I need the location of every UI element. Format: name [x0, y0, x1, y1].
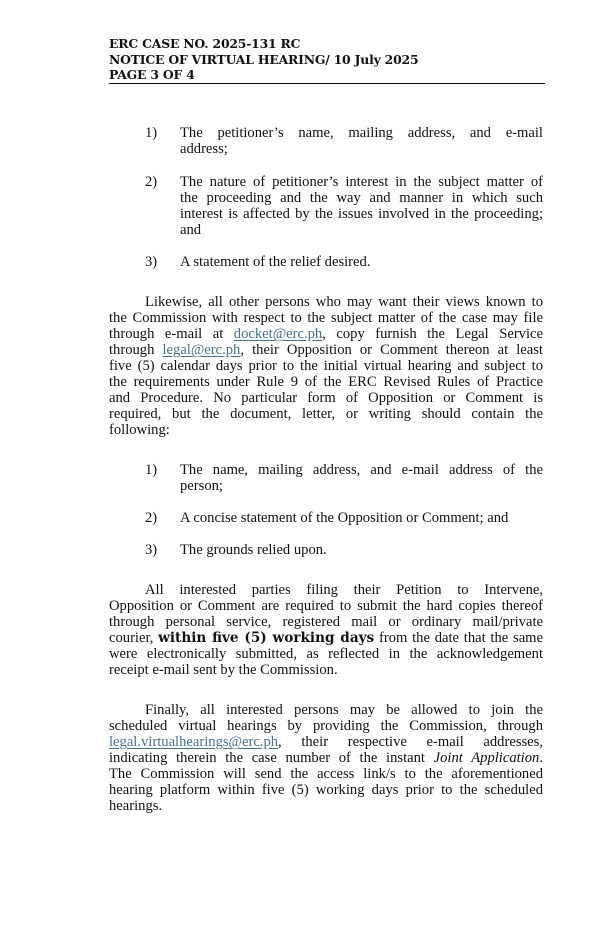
list-text: interest is affected by the issues involved in the proceeding;: [180, 206, 543, 222]
para-line: [109, 630, 543, 646]
para-line: scheduled virtual hearings by providing the Commission, through: [109, 718, 543, 734]
joint-application-italic: Joint Application: [433, 750, 540, 766]
page-number: PAGE 3 OF 4: [109, 67, 195, 82]
list-number: 1): [145, 462, 158, 478]
para-line: were electronically submitted, as reflected in the acknowledgement: [109, 646, 543, 662]
list-text: A statement of the relief desired.: [180, 254, 371, 270]
list-text: The name, mailing address, and e-mail address of the: [180, 462, 543, 478]
docket-email-link[interactable]: docket@erc.ph: [233, 326, 323, 342]
paragraph-finally: [109, 702, 543, 814]
page-header: [109, 36, 545, 84]
list-number: 1): [145, 125, 158, 141]
list-number: 3): [145, 254, 158, 270]
list-text: and: [180, 222, 202, 238]
para-line: the requirements under Rule 9 of the ERC Revised Rules of Practice: [109, 374, 543, 390]
virtual-hearings-email-link[interactable]: legal.virtualhearings@erc.ph: [109, 734, 279, 750]
para-line: through personal service, registered mail or ordinary mail/private: [109, 614, 543, 630]
para-line: [109, 734, 543, 750]
paragraph-all-interested: [109, 582, 543, 678]
text: from the date that the same: [378, 630, 544, 646]
para-line: [109, 326, 543, 342]
para-line: [109, 342, 543, 358]
text: indicating therein the case number of the instant: [109, 750, 425, 766]
text: through e-mail at: [109, 326, 224, 342]
para-line: hearings.: [109, 798, 163, 814]
list-text: A concise statement of the Opposition or Comment; and: [180, 510, 509, 526]
text: , copy furnish the Legal Service: [322, 326, 543, 342]
para-line: the Commission with respect to the subject matter of the case may file: [109, 310, 543, 326]
para-line: [109, 750, 543, 766]
list-text: The grounds relied upon.: [180, 542, 327, 558]
para-line: receipt e-mail sent by the Commission.: [109, 662, 338, 678]
case-number: ERC CASE NO. 2025-131 RC: [109, 36, 301, 51]
legal-email-link[interactable]: legal@erc.ph: [162, 342, 241, 358]
text: , their respective e-mail addresses,: [278, 734, 543, 750]
para-line: The Commission will send the access link/s to the aforementioned: [109, 766, 543, 782]
para-line: following:: [109, 422, 170, 438]
para-line: All interested parties filing their Petition to Intervene,: [145, 582, 543, 598]
emphasis-deadline: within five (5) working days: [158, 630, 375, 646]
notice-title: NOTICE OF VIRTUAL HEARING/ 10 July 2025: [109, 51, 419, 67]
para-line: Finally, all interested persons may be allowed to join the: [145, 702, 543, 718]
para-line: hearing platform within five (5) working days prior to the scheduled: [109, 782, 543, 798]
list-number: 3): [145, 542, 158, 558]
para-line: and Procedure. No particular form of Opposition or Comment is: [109, 390, 543, 406]
text: , their Opposition or Comment thereon at least: [240, 342, 543, 358]
list-text: The nature of petitioner’s interest in the subject matter of: [180, 174, 543, 190]
list-text: the proceeding and the way and manner in which such: [180, 190, 543, 206]
para-line: five (5) calendar days prior to the initial virtual hearing and subject to: [109, 358, 543, 374]
text: courier,: [109, 630, 154, 646]
list-text: person;: [180, 478, 223, 494]
list-number: 2): [145, 174, 158, 190]
text: through: [109, 342, 155, 358]
para-line: required, but the document, letter, or writing should contain the: [109, 406, 543, 422]
list-text: address;: [180, 141, 228, 157]
paragraph-likewise: [109, 294, 543, 438]
para-line: Opposition or Comment are required to submit the hard copies thereof: [109, 598, 543, 614]
list-text: The petitioner’s name, mailing address, and e-mail: [180, 125, 543, 141]
list-number: 2): [145, 510, 158, 526]
text: .: [539, 750, 543, 766]
para-line: Likewise, all other persons who may want their views known to: [145, 294, 543, 310]
